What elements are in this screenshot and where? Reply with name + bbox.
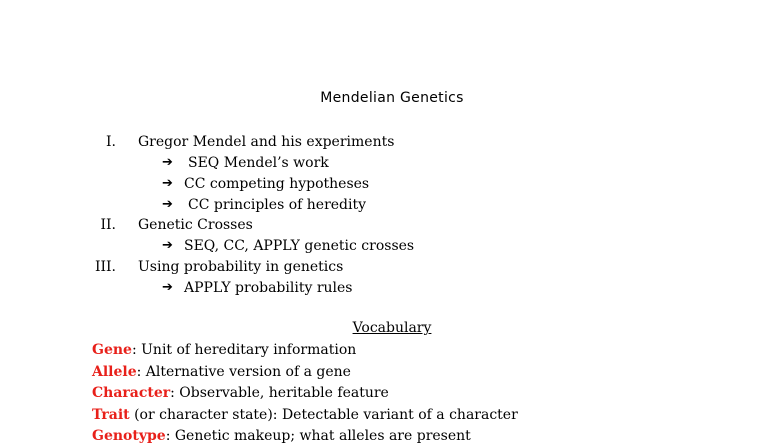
vocab-term: Gene: [92, 342, 132, 358]
vocab-entry-allele: [92, 363, 351, 381]
vocab-definition: Genetic makeup; what alleles are present: [170, 428, 471, 444]
outline-heading-3: Using probability in genetics: [138, 259, 344, 275]
outline-heading-1: Gregor Mendel and his experiments: [138, 134, 395, 150]
outline-item-1-3: CC principles of heredity: [188, 197, 367, 213]
vocab-definition: Alternative version of a gene: [141, 364, 351, 380]
outline-item-2-1: SEQ, CC, APPLY genetic crosses: [184, 238, 415, 254]
vocab-definition: Observable, heritable feature: [174, 385, 389, 401]
vocab-separator: :: [165, 428, 171, 444]
outline-item-3-1: APPLY probability rules: [184, 280, 353, 296]
vocab-entry-gene: [92, 341, 356, 359]
vocab-entry-character: [92, 384, 389, 402]
vocab-separator: :: [131, 342, 137, 358]
outline-numeral-1: I.: [106, 134, 116, 150]
outline-numeral-3: III.: [94, 259, 116, 275]
vocab-entry-genotype: [92, 427, 471, 445]
page-title: Mendelian Genetics: [320, 90, 464, 106]
vocab-term: Trait: [92, 407, 130, 423]
vocab-definition: (or character state): Detectable variant of a character: [129, 407, 518, 423]
outline-heading-2: Genetic Crosses: [138, 217, 253, 233]
vocab-term: Genotype: [92, 428, 166, 444]
arrow-icon: ➔: [162, 197, 173, 212]
outline-item-1-1: SEQ Mendel’s work: [188, 155, 329, 171]
outline-item-1-2: CC competing hypotheses: [184, 176, 370, 192]
vocab-term: Allele: [92, 364, 137, 380]
vocab-entry-trait: [92, 406, 518, 424]
vocabulary-heading: Vocabulary: [352, 320, 432, 336]
vocab-separator: :: [170, 385, 175, 401]
vocab-definition: Unit of hereditary information: [136, 342, 357, 358]
vocab-term: Character: [92, 385, 171, 401]
arrow-icon: ➔: [162, 155, 173, 170]
arrow-icon: ➔: [162, 238, 173, 253]
outline-numeral-2: II.: [100, 217, 116, 233]
arrow-icon: ➔: [162, 280, 173, 295]
vocab-separator: :: [136, 364, 142, 380]
arrow-icon: ➔: [162, 176, 173, 191]
